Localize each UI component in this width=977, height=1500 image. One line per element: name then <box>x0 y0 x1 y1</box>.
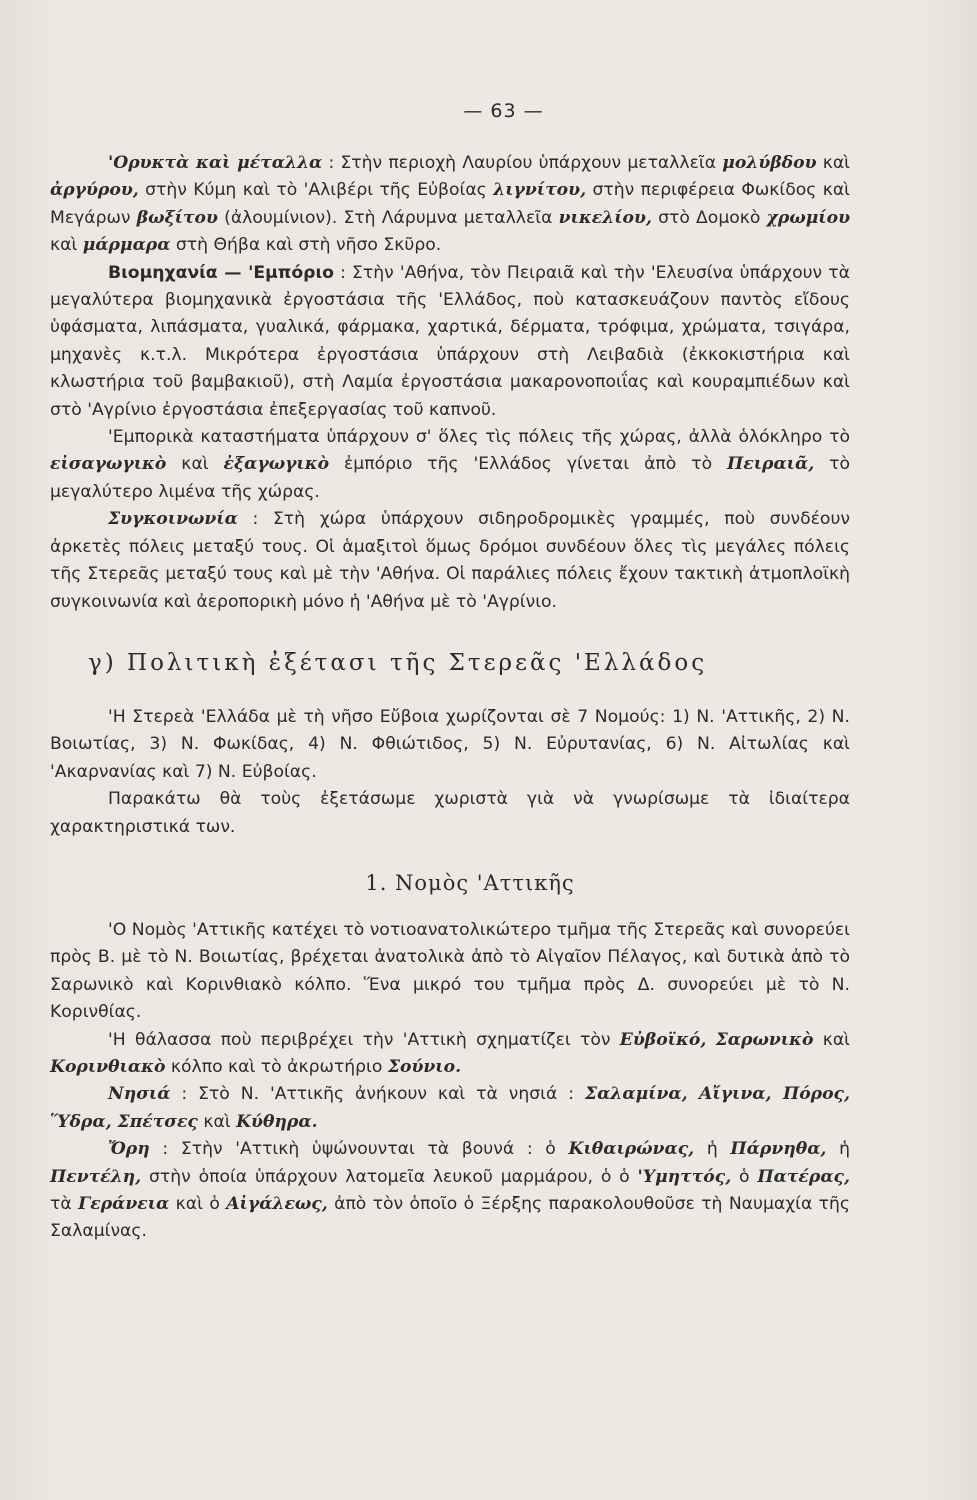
emphasized-term: Σαρωνικὸ <box>715 1029 814 1050</box>
emphasized-term: 'Υμηττός, <box>637 1166 732 1187</box>
sub-heading: 1. Νομὸς 'Αττικῆς <box>365 870 575 895</box>
text-run: : Στὴν 'Αττικὴ ὑψώνουνται τὰ βουνά : ὁ <box>149 1139 569 1160</box>
section-heading: γ) Πολιτικὴ ἐξέτασι τῆς Στερεᾶς 'Ελλάδος <box>88 649 708 676</box>
emphasized-term: Αἰγάλεως, <box>226 1194 328 1214</box>
text-run: στὴν ὁποία ὑπάρχουν λατομεῖα λευκοῦ μαρμάρου, ὁ ὁ <box>141 1166 638 1187</box>
top-paragraphs <box>50 150 850 616</box>
emphasized-term: Γεράνεια <box>78 1194 170 1214</box>
emphasized-term: λιγνίτου, <box>493 180 587 201</box>
text-run: στὸ Δομοκὸ <box>651 207 767 228</box>
emphasized-term: Κύθηρα. <box>236 1111 318 1132</box>
text-run: ἀπὸ τὸν ὁποῖο ὁ Ξέρξης παρακολουθοῦσε τὴ Ναυμαχία τῆς Σαλαμίνας. <box>50 1194 850 1242</box>
text-run: τὰ <box>50 1194 79 1214</box>
text-run: κόλπο καὶ τὸ ἀκρωτήριο <box>165 1056 388 1077</box>
text-run: (ἀλουμίνιον). Στὴ Λάρυμνα μεταλλεῖα <box>217 207 559 228</box>
emphasized-term: Συγκοινωνία <box>108 509 238 530</box>
text-run: στὴ Θήβα καὶ στὴ νῆσο Σκῦρο. <box>170 235 442 256</box>
emphasized-term: ἐξαγωγικὸ <box>223 454 330 475</box>
emphasized-term: ἀργύρου, <box>50 180 139 201</box>
text-run: στὴν Κύμη καὶ τὸ 'Αλιβέρι τῆς Εὐβοίας <box>138 180 494 201</box>
text-run: 'Η Στερεὰ 'Ελλάδα μὲ τὴ νῆσο Εὔβοια χωρίζονται σὲ 7 Νομούς: 1) Ν. 'Αττικῆς, 2) Ν. Βοιωτίας, 3) Ν. Φωκίδας, 4) Ν. Φθιώτιδος, 5) Ν. Εὐρυτανίας, 6) Ν. Αἰτωλίας καὶ 'Ακαρνανίας καὶ 7) Ν. Εὐβοίας. <box>50 706 850 782</box>
text-run: καὶ <box>813 1029 850 1050</box>
mid-paragraphs <box>50 704 850 841</box>
paragraph-attica-location <box>50 917 850 1027</box>
emphasized-term: μολύβδου <box>722 153 817 173</box>
paragraph-commerce <box>50 424 850 506</box>
text-run: ἐμπόριο τῆς 'Ελλάδος γίνεται ἀπὸ τὸ <box>329 454 728 475</box>
paragraph-transport <box>50 506 850 616</box>
text-run <box>706 1030 715 1050</box>
emphasized-term: Πάρνηθα, <box>730 1139 827 1160</box>
text-run: ὁ <box>731 1166 758 1187</box>
text-run: καὶ ὁ <box>169 1194 227 1214</box>
text-run: καὶ <box>197 1111 237 1132</box>
emphasized-term: βωξίτου <box>136 207 218 228</box>
emphasized-term: Πατέρας, <box>757 1166 850 1187</box>
emphasized-term: Εὐβοϊκό, <box>619 1029 707 1050</box>
text-run: καὶ <box>816 153 850 173</box>
text-run: 'Εμπορικὰ καταστήματα ὑπάρχουν σ' ὅλες τὶς πόλεις τῆς χώρας, ἀλλὰ ὁλόκληρο τὸ <box>108 427 850 448</box>
text-run: καὶ <box>166 454 224 475</box>
text-run: 'Η θάλασσα ποὺ περιβρέχει τὴν 'Αττικὴ σχηματίζει τὸν <box>108 1029 620 1050</box>
text-run: : Στὴν 'Αθήνα, τὸν Πειραιᾶ καὶ τὴν 'Ελευσίνα ὑπάρχουν τὰ μεγαλύτερα βιομηχανικὰ ἐργοστάσια τῆς 'Ελλάδος, ποὺ κατασκευάζουν παντὸς εἴδους ὑφάσματα, λιπάσματα, γυαλικά, φάρμακα, χαρτικά, δέρματα, τρόφιμα, χρώματα, τσιγάρα, μηχανὲς κ.τ.λ. Μικρότερα ἐργοστάσια ὑπάρχουν στὴ Λειβαδιὰ (ἐκκοκιστήρια καὶ κλωστήρια τοῦ βαμβακιοῦ), στὴ Λαμία ἐργοστάσια μακαρονοποιΐας καὶ κουραμπιέδων καὶ στὸ 'Αγρίνιο ἐργοστάσια ἐπεξεργασίας τοῦ καπνοῦ. <box>50 262 850 420</box>
text-run: : Στὸ Ν. 'Αττικῆς ἀνήκουν καὶ τὰ νησιά : <box>170 1084 585 1105</box>
text-run: ἡ <box>694 1139 731 1160</box>
paragraph-industry <box>50 260 850 424</box>
paragraph-mining <box>50 150 850 260</box>
page-number: — 63 — <box>463 100 544 122</box>
text-run: : Στὴν περιοχὴ Λαυρίου ὑπάρχουν μεταλλεῖα <box>322 153 723 173</box>
text-run: : Στὴ χώρα ὑπάρχουν σιδηροδρομικὲς γραμμές, ποὺ συνδέουν ἀρκετὲς πόλεις μεταξύ τους. Οἱ ἁμαξιτοὶ ὅμως δρόμοι συνδέουν ὅλες τὶς μεγάλες πόλεις τῆς Στερεᾶς μεταξύ τους καὶ μὲ τὴν 'Αθήνα. Οἱ παράλιες πόλεις ἔχουν τακτικὴ ἀτμοπλοϊκὴ συγκοινωνία καὶ ἀεροπορικὴ μόνο ἡ 'Αθήνα μὲ τὸ 'Αγρίνιο. <box>50 509 850 612</box>
text-run: Παρακάτω θὰ τοὺς ἐξετάσωμε χωριστὰ γιὰ νὰ γνωρίσωμε τὰ ἰδιαίτερα χαρακτηριστικά των. <box>50 789 850 837</box>
paragraph-attica-islands <box>50 1081 850 1136</box>
text-run: καὶ <box>50 235 83 256</box>
text-run: τὸ μεγαλύτερο λιμένα τῆς χώρας. <box>50 454 851 502</box>
text-run: στὴν περιφέρεια Φωκίδος καὶ Μεγάρων <box>50 180 850 228</box>
emphasized-term: Κιθαιρώνας, <box>568 1139 695 1160</box>
text-block <box>50 150 850 1246</box>
emphasized-term: Σούνιο. <box>387 1056 462 1077</box>
paragraph-prefectures <box>50 704 850 786</box>
emphasized-term: 'Ορυκτὰ καὶ μέταλλα <box>108 153 323 173</box>
emphasized-term: Κορινθιακὸ <box>50 1056 166 1077</box>
emphasized-term: Πειραιᾶ, <box>727 454 815 475</box>
paragraph-attica-mountains <box>50 1136 850 1246</box>
text-run: ἡ <box>826 1139 850 1160</box>
paragraph-attica-sea <box>50 1027 850 1082</box>
bottom-paragraphs <box>50 917 850 1246</box>
emphasized-term: χρωμίου <box>766 207 850 228</box>
text-run: 'Ο Νομὸς 'Αττικῆς κατέχει τὸ νοτιοανατολικώτερο τμῆμα τῆς Στερεᾶς καὶ συνορεύει πρὸς Β. μὲ τὸ Ν. Βοιωτίας, βρέχεται ἀνατολικὰ ἀπὸ τὸ Αἰγαῖον Πέλαγος, καὶ δυτικὰ ἀπὸ τὸ Σαρωνικὸ καὶ Κορινθιακὸ κόλπο. Ἕνα μικρό του τμῆμα πρὸς Δ. συνορεύει μὲ τὸ Ν. Κορινθίας. <box>50 919 850 1023</box>
emphasized-term: μάρμαρα <box>82 235 171 256</box>
emphasized-term: Σαλαμίνα, Αἴγινα, Πόρος, Ὕδρα, Σπέτσες <box>50 1084 850 1132</box>
emphasized-term: Πεντέλη, <box>50 1166 142 1187</box>
emphasized-term: Νησιά <box>108 1084 171 1105</box>
emphasized-term: νικελίου, <box>558 207 652 228</box>
paragraph-examine <box>50 786 850 841</box>
emphasized-term: Ὄρη <box>108 1139 150 1160</box>
emphasized-term: Βιομηχανία — 'Εμπόριο <box>108 262 334 283</box>
emphasized-term: εἰσαγωγικὸ <box>50 454 167 475</box>
